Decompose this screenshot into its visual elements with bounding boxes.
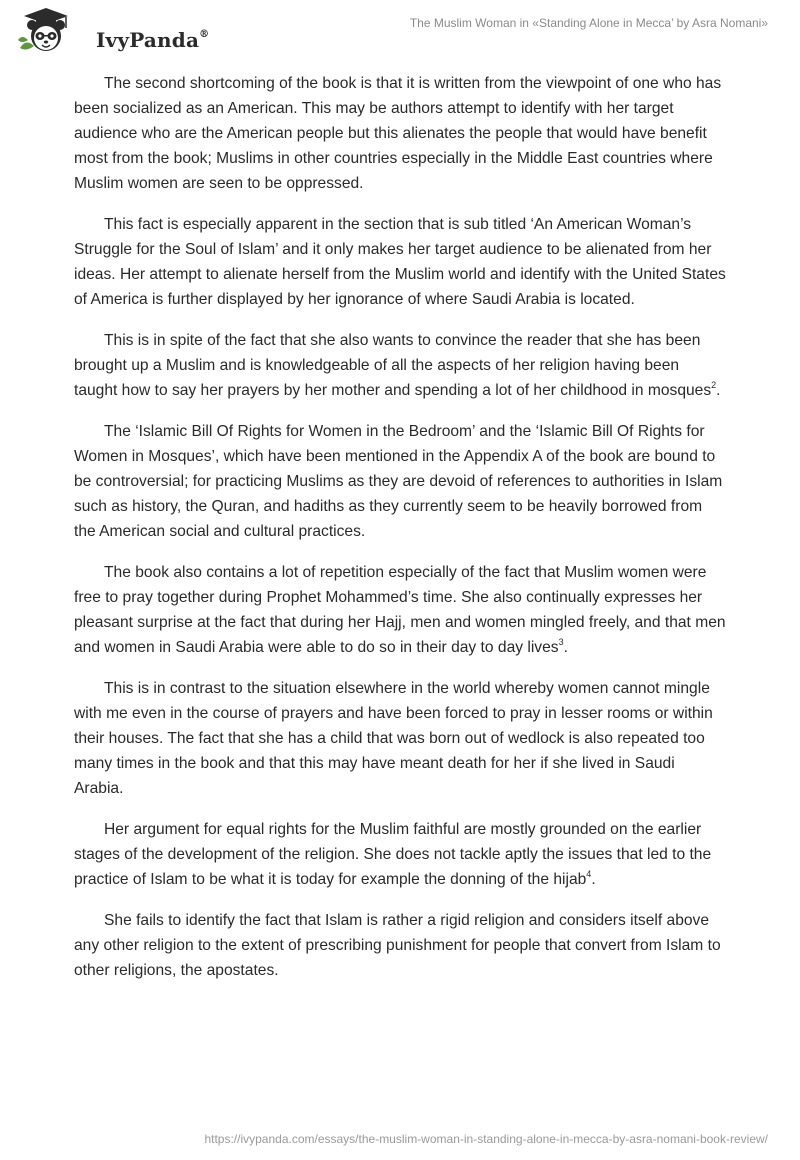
running-title: The Muslim Woman in «Standing Alone in Mecca’ by Asra Nomani» bbox=[409, 16, 768, 30]
paragraph-text: This is in spite of the fact that she also wants to convince the reader that she has been brought up a Muslim and is knowledgeable of all the aspects of her religion having been taught how to say her prayers by her mother and spending a lot of her childhood in mosques bbox=[74, 332, 712, 399]
paragraph-text: Her argument for equal rights for the Muslim faithful are mostly grounded on the earlier stages of the development of the religion. She does not tackle aptly the issues that led to the practice of Islam to be what it is today for example the donning of the hijab bbox=[74, 821, 712, 888]
paragraph bbox=[74, 908, 726, 983]
source-url[interactable]: https://ivypanda.com/essays/the-muslim-woman-in-standing-alone-in-mecca-by-asra-nomani-book-review/ bbox=[204, 1132, 768, 1146]
page-header bbox=[0, 0, 800, 60]
paragraph-text: She fails to identify the fact that Islam is rather a rigid religion and considers itself above any other religion to the extent of prescribing punishment for people that convert from Islam to other religions, the apostates. bbox=[74, 912, 721, 979]
registered-mark: ® bbox=[199, 29, 210, 41]
footnote-ref[interactable]: 2 bbox=[711, 379, 717, 390]
paragraph bbox=[74, 676, 726, 801]
paragraph-text: This is in contrast to the situation elsewhere in the world whereby women cannot mingle with me even in the course of prayers and have been forced to pray in lesser rooms or within their houses. The fact that she has a child that was born out of wedlock is also repeated too many times in the book and that this may have meant death for her if she lived in Saudi Arabia. bbox=[74, 680, 713, 797]
essay-body bbox=[74, 71, 726, 999]
paragraph-tail: . bbox=[591, 871, 596, 888]
paragraph-tail: . bbox=[563, 639, 568, 656]
paragraph bbox=[74, 328, 726, 403]
footnote-ref[interactable]: 4 bbox=[586, 868, 592, 879]
panda-graduate-icon bbox=[16, 8, 76, 54]
logo-text: IvyPanda bbox=[96, 28, 200, 52]
paragraph-text: The book also contains a lot of repetition especially of the fact that Muslim women were free to pray together during Prophet Mohammed’s time. She also continually expresses her pleasant surprise at the fact that during her Hajj, men and women mingled freely, and that men and women in Saudi Arabia were able to do so in their day to day lives bbox=[74, 564, 726, 656]
paragraph bbox=[74, 817, 726, 892]
paragraph bbox=[74, 419, 726, 544]
paragraph-text: The ‘Islamic Bill Of Rights for Women in the Bedroom’ and the ‘Islamic Bill Of Rights for Women in Mosques’, which have been mentioned in the Appendix A of the book are bound to be controversial; for practicing Muslims as they are devoid of references to authorities in Islam such as history, the Quran, and hadiths as they currently seem to be heavily borrowed from the American social and cultural practices. bbox=[74, 423, 723, 540]
paragraph bbox=[74, 71, 726, 196]
footnote-ref[interactable]: 3 bbox=[558, 636, 564, 647]
paragraph bbox=[74, 560, 726, 660]
logo-wordmark bbox=[96, 28, 209, 52]
paragraph-text: This fact is especially apparent in the section that is sub titled ‘An American Woman’s Struggle for the Soul of Islam’ and it only makes her target audience to be alienated from her ideas. Her attempt to alienate herself from the Muslim world and identify with the United States of America is further displayed by her ignorance of where Saudi Arabia is located. bbox=[74, 216, 726, 308]
paragraph-text: The second shortcoming of the book is that it is written from the viewpoint of one who has been socialized as an American. This may be authors attempt to identify with her target audience who are the American people but this alienates the people that would have benefit most from the book; Muslims in other countries especially in the Middle East countries where Muslim women are seen to be oppressed. bbox=[74, 75, 722, 192]
paragraph-tail: . bbox=[716, 382, 721, 399]
paragraph bbox=[74, 212, 726, 312]
ivypanda-logo-link[interactable] bbox=[16, 8, 210, 54]
